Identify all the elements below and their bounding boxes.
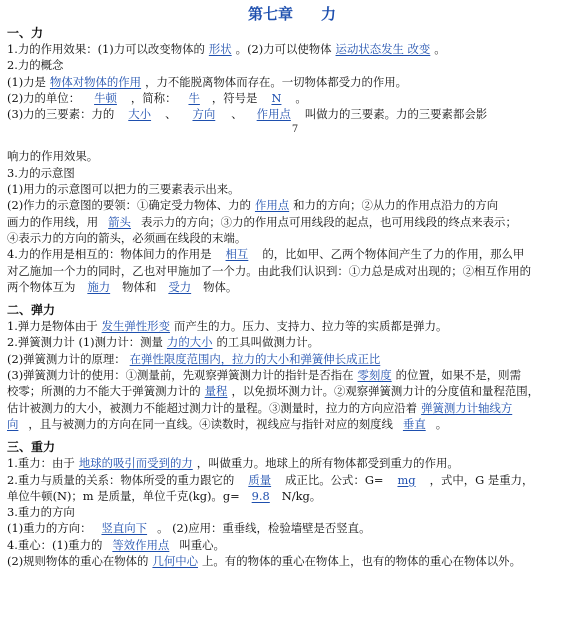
text-segment: (2)力的单位： — [7, 90, 81, 105]
text-segment: (2)作力的示意图的要领：①确定受力物体、力的 — [7, 198, 251, 213]
text-line — [7, 367, 577, 383]
text-segment: 4.力的作用是相互的：物体间力的作用是 — [7, 247, 212, 262]
answer: 相互 — [225, 247, 249, 262]
answer: 物体对物体的作用 — [49, 74, 142, 89]
text-segment: 2.重力与质量的关系：物体所受的重力跟它的 — [7, 472, 235, 487]
answer: 量程 — [204, 384, 228, 399]
text-segment: ，式中，G 是重力， — [429, 472, 534, 487]
answer: 质量 — [248, 472, 272, 487]
answer: 地球的吸引而受到的力 — [78, 456, 193, 471]
text-line: 3.力的示意图 — [7, 165, 75, 180]
answer: 牛顿 — [94, 90, 117, 105]
text-segment: 。 — [295, 90, 307, 105]
answer: 几何中心 — [152, 554, 199, 569]
text-line — [7, 537, 577, 553]
text-line — [7, 520, 577, 536]
text-segment: 1.重力：由于 — [7, 456, 75, 471]
text-segment: 校零；所测的力不能大于弹簧测力计的 — [7, 384, 201, 399]
text-segment: 两个物体互为 — [7, 279, 76, 294]
text-line — [7, 553, 577, 569]
text-segment: 。(2)力可以使物体 — [235, 42, 332, 56]
text-segment: 的，比如甲、乙两个物体间产生了力的作用，那么甲 — [262, 247, 525, 262]
text-segment: 上。有的物体的重心在物体上，也有的物体的重心在物体以外。 — [202, 554, 521, 569]
text-segment: 叫做力的三要素。力的三要素都会影 — [304, 107, 488, 122]
chapter-title — [7, 4, 577, 24]
text-segment: 成正比。公式：G= — [285, 472, 384, 487]
text-line — [7, 106, 577, 122]
answer: 受力 — [168, 279, 192, 294]
text-line: 响力的作用效果。 — [7, 149, 99, 164]
text-segment: ，且与被测力的方向在同一直线。④读数时，视线应与指针对应的刻度线 — [28, 416, 393, 431]
answer: 发生弹性形变 — [101, 319, 170, 334]
text-line — [7, 416, 577, 432]
text-segment: 。 (2)应用：重垂线，检验墙壁是否竖直。 — [157, 521, 371, 536]
text-segment: (3)弹簧测力计的使用：①测量前，先观察弹簧测力计的指针是否指在 — [7, 368, 354, 383]
answer: 牛 — [188, 90, 200, 105]
answer: 力的大小 — [166, 335, 213, 350]
text-segment: (2)弹簧测力计的原理： — [7, 351, 126, 366]
text-segment: N/kg。 — [281, 488, 322, 503]
answer: 作用点 — [256, 107, 291, 122]
text-segment: 。 — [434, 42, 446, 56]
answer: 垂直 — [402, 416, 426, 431]
answer: 运动状态发生 改变 — [335, 42, 431, 56]
text-line: (1)用力的示意图可以把力的三要素表示出来。 — [7, 182, 240, 197]
answer: N — [271, 90, 282, 105]
text-line — [7, 334, 577, 350]
answer: 弹簧测力计轴线方 — [421, 400, 513, 415]
answer: mg — [397, 472, 416, 487]
text-segment: 1.力的作用效果：(1)力可以改变物体的 — [7, 42, 205, 56]
text-line — [7, 455, 577, 471]
text-segment: 。 — [435, 416, 448, 431]
answer: 形状 — [208, 42, 232, 56]
answer: 竖直向下 — [101, 521, 148, 536]
text-segment: ，符号是 — [211, 90, 258, 105]
text-segment: 估计被测力的大小，被测力不能超过测力计的量程。③测量时，拉力的方向应沿着 — [7, 400, 418, 415]
answer: 作用点 — [254, 198, 290, 213]
text-segment: ，叫做重力。地球上的所有物体都受到重力的作用。 — [196, 456, 459, 471]
answer: 9.8 — [251, 488, 270, 503]
text-line — [7, 214, 577, 230]
text-line: 2.力的概念 — [7, 58, 64, 73]
text-segment: 单位牛顿(N)；m 是质量，单位千克(kg)。g= — [7, 488, 240, 503]
text-line — [7, 74, 577, 90]
text-segment: 的工具叫做测力计。 — [216, 335, 320, 350]
text-line — [7, 41, 577, 57]
text-segment: 物体。 — [203, 279, 238, 294]
text-line — [7, 472, 577, 488]
answer: 大小 — [128, 107, 152, 122]
text-segment: 、 — [231, 107, 243, 122]
chapter-number: 第七章 — [247, 5, 293, 23]
text-line — [7, 351, 577, 367]
text-line — [7, 488, 577, 504]
text-segment: ，简称： — [130, 90, 177, 105]
text-line — [7, 246, 577, 262]
text-segment: 的位置，如果不是，则需 — [395, 368, 521, 383]
text-segment: 而产生的力。压力、支持力、拉力等的实质都是弹力。 — [173, 319, 448, 334]
answer: 向 — [7, 416, 19, 431]
answer: 在弹性限度范围内，拉力的大小和弹簧伸长成正比 — [129, 351, 381, 366]
text-line — [7, 279, 577, 295]
text-segment: (2)规则物体的重心在物体的 — [7, 554, 149, 569]
text-line — [7, 90, 577, 106]
text-segment: 叫重心。 — [179, 537, 225, 552]
text-line — [7, 400, 577, 416]
answer: 零刻度 — [357, 368, 392, 383]
text-line: 对乙施加一个力的同时，乙也对甲施加了一个力。由此我们认识到：①力总是成对出现的；②相互作用的 — [7, 263, 531, 278]
text-segment: 、 — [165, 107, 177, 122]
text-segment: (1)力是 — [7, 74, 46, 89]
text-segment: 2.弹簧测力计 (1)测力计：测量 — [7, 335, 163, 350]
text-segment: (3)力的三要素：力的 — [7, 107, 115, 122]
text-segment: ，以免损坏测力计。②观察弹簧测力计的分度值和量程范围， — [231, 384, 540, 399]
chapter-name: 力 — [321, 5, 337, 23]
text-line — [7, 383, 577, 399]
answer: 箭头 — [108, 214, 131, 229]
text-segment: 1.弹力是物体由于 — [7, 319, 98, 334]
text-segment: 画力的作用线，用 — [7, 214, 99, 229]
text-line — [7, 197, 577, 213]
text-line: ④表示力的方向的箭头，必须画在线段的末端。 — [7, 230, 247, 245]
answer: 等效作用点 — [112, 537, 170, 552]
text-segment: 表示力的方向；③力的作用点可用线段的起点，也可用线段的终点来表示； — [140, 214, 517, 229]
page-number: 7 — [291, 124, 299, 136]
text-segment: 和力的方向；②从力的作用点沿力的方向 — [293, 198, 499, 213]
answer: 方向 — [192, 107, 216, 122]
text-segment: 4.重心：(1)重力的 — [7, 537, 103, 552]
text-line: 3.重力的方向 — [7, 505, 75, 520]
text-line — [7, 318, 577, 334]
text-segment: 物体和 — [122, 279, 157, 294]
text-segment: (1)重力的方向： — [7, 521, 92, 536]
section-heading-elastic-force: 二、弹力 — [7, 303, 56, 318]
text-segment: ，力不能脱离物体而存在。一切物体都受力的作用。 — [145, 74, 408, 89]
section-heading-gravity: 三、重力 — [7, 440, 56, 455]
section-heading-force: 一、力 — [7, 26, 44, 40]
answer: 施力 — [87, 279, 111, 294]
